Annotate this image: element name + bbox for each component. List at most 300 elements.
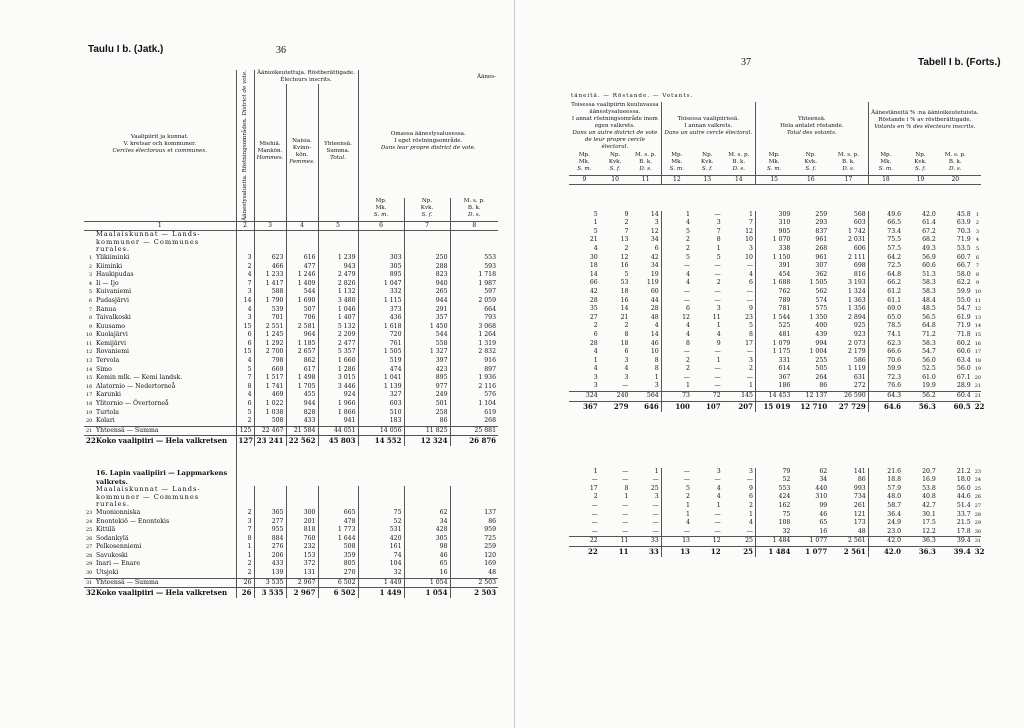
commune-name: Kittilä <box>94 526 236 535</box>
value-cell: — <box>630 502 661 511</box>
value-cell: 2 179 <box>829 348 868 357</box>
value-cell: 46 <box>819 510 828 518</box>
value-cell: 13 <box>661 537 692 547</box>
colnum-6: 6 <box>358 221 404 231</box>
voters-women-cell: 964 <box>286 331 318 340</box>
colnum-9: 9 <box>569 175 600 185</box>
voted-own-women-cell: 12 324 <box>404 436 450 447</box>
value-cell: — <box>723 262 756 271</box>
voters-total-cell: 2 479 <box>318 271 358 280</box>
voters-men-cell: 955 <box>254 526 286 535</box>
value-cell: 65 <box>819 519 828 527</box>
districts-cell: 4 <box>236 306 254 315</box>
districts-header-sv: Röstningsområden. <box>241 117 248 173</box>
value-cell: 837 <box>815 227 828 235</box>
value-cell: 44 <box>630 297 661 306</box>
value-cell: 1 <box>723 382 756 391</box>
districts-cell: 8 <box>236 383 254 392</box>
voted-own-total-cell: 268 <box>484 417 497 425</box>
voted-own-men-cell: 14 056 <box>358 426 404 436</box>
voted-own-total-cell: 593 <box>484 262 497 270</box>
row-number: 22 <box>86 436 96 446</box>
value-cell: 1 <box>593 356 598 364</box>
commune-name: Rovaniemi <box>94 348 236 357</box>
voters-women-cell: 300 <box>286 509 318 518</box>
value-cell: 19 <box>630 271 661 280</box>
row-number: 21 <box>974 383 982 390</box>
voters-women-cell: 1 409 <box>286 280 318 289</box>
value-cell: 553 <box>778 484 791 492</box>
value-cell: 562 <box>815 287 828 295</box>
colnum-14: 14 <box>723 175 756 185</box>
value-cell: — <box>622 476 629 484</box>
voted-own-men-cell: 1 115 <box>358 297 404 306</box>
table-row <box>84 331 498 340</box>
value-cell: 62 <box>819 467 828 475</box>
value-cell: 75.5 <box>887 236 902 244</box>
np-label: Np. <box>805 152 816 159</box>
value-cell: 5 <box>624 270 629 278</box>
value-cell: 34 <box>819 476 828 484</box>
row-number: 17 <box>974 349 982 356</box>
value-cell: 61.2 <box>887 287 902 295</box>
value-cell: 9 <box>716 339 721 347</box>
districts-header <box>236 70 254 221</box>
row-number: 16 <box>86 383 93 390</box>
voted-own-men-cell: 303 <box>358 254 404 263</box>
table-row <box>569 271 981 280</box>
voters-women-cell: 1 185 <box>286 340 318 349</box>
value-cell: — <box>714 382 721 390</box>
voters-men-cell: 469 <box>254 391 286 400</box>
voters-men-cell: 276 <box>254 543 286 552</box>
total-votants-header <box>755 102 868 151</box>
value-cell: 53 <box>620 279 629 287</box>
value-cell: 1 079 <box>772 339 791 347</box>
value-cell: 56.2 <box>903 392 938 402</box>
bk-label: B. k. <box>948 159 962 166</box>
colnum-4: 4 <box>286 221 318 231</box>
commune-name: Utsjoki <box>94 569 236 578</box>
value-cell: 59.9 <box>956 287 971 295</box>
value-cell: 6 <box>723 279 756 288</box>
value-cell: 8 <box>630 365 661 374</box>
value-cell: 56.9 <box>922 253 936 261</box>
row-number: 6 <box>975 254 979 261</box>
value-cell: 2 073 <box>829 340 868 349</box>
row-number: 26 <box>86 535 93 542</box>
value-cell: 48 <box>630 314 661 323</box>
value-cell: 30 <box>589 253 598 261</box>
voters-women-cell: 1 705 <box>286 383 318 392</box>
other-district-header <box>569 102 661 151</box>
voted-own-men-cell: 1 449 <box>358 578 404 588</box>
value-cell: 3 193 <box>829 279 868 288</box>
districts-cell: 6 <box>236 331 254 340</box>
value-cell: 1 070 <box>772 236 791 244</box>
voted-own-men-cell: 74 <box>358 552 404 561</box>
row-number: 4 <box>975 237 979 244</box>
value-cell: 1 <box>716 356 721 364</box>
voted-own-total-cell: 2 116 <box>478 382 497 390</box>
value-cell: — <box>714 287 721 295</box>
voters-women-cell: 818 <box>286 526 318 535</box>
commune-name: Kuivaniemi <box>94 288 236 297</box>
value-cell: 33.7 <box>956 510 971 518</box>
bk-label: B. k. <box>842 159 855 166</box>
voters-men-cell: 884 <box>254 535 286 544</box>
sm-label: S. m. <box>878 166 894 173</box>
spacer <box>84 446 498 486</box>
voters-women-cell: 617 <box>286 366 318 375</box>
colnum-11: 11 <box>630 175 661 185</box>
value-cell: 3 <box>723 468 756 477</box>
voters-total-cell: 5 132 <box>318 323 358 332</box>
value-cell: 56.5 <box>922 313 936 321</box>
np-label: Np. <box>702 152 713 159</box>
commune-name: Yhteensä — Summa <box>94 426 236 436</box>
row-number: 25 <box>974 485 982 492</box>
districts-cell: 7 <box>236 280 254 289</box>
voters-women-cell: 760 <box>286 535 318 544</box>
districts-cell: 2 <box>236 417 254 426</box>
value-cell: 100 <box>661 401 692 412</box>
mk-label: Mk. <box>578 159 590 166</box>
value-cell: 57.5 <box>887 244 902 252</box>
right-header-title: Tabell I b. (Forts.) <box>918 57 1001 68</box>
value-cell: 272 <box>829 382 868 391</box>
value-cell: 107 <box>692 401 723 412</box>
row-number: 10 <box>974 288 982 295</box>
value-cell: 72.3 <box>887 373 902 381</box>
value-cell: 56.0 <box>956 365 971 373</box>
value-cell: — <box>683 373 690 381</box>
value-cell: — <box>683 287 690 295</box>
commune-name: Enontekiö — Enontekis <box>94 518 236 527</box>
voted-own-women-cell: 265 <box>404 288 450 297</box>
value-cell: 1 742 <box>829 228 868 237</box>
districts-cell: 3 <box>236 254 254 263</box>
districts-cell: 26 <box>236 578 254 588</box>
value-cell: 58.7 <box>887 502 902 510</box>
voted-own-women-cell: 895 <box>404 374 450 383</box>
value-cell: 1 <box>723 211 756 220</box>
value-cell: 67.2 <box>922 227 936 235</box>
voters-men-cell: 1 417 <box>254 280 286 289</box>
value-cell: 18 <box>620 339 629 347</box>
table-row <box>84 271 498 280</box>
value-cell: 5 <box>686 227 690 235</box>
mk-label: Mk. <box>768 159 780 166</box>
table-row <box>569 211 981 220</box>
table-row <box>84 526 498 535</box>
value-cell: 525 <box>778 322 791 330</box>
value-cell: 64.3 <box>868 392 903 402</box>
own-header-fr: Dans leur propre district de vote. <box>380 144 476 151</box>
value-cell: 61.9 <box>956 313 971 321</box>
voters-men-cell: 669 <box>254 366 286 375</box>
voted-own-men-cell: 32 <box>358 569 404 578</box>
voters-women-cell: 1 498 <box>286 374 318 383</box>
right-subheader-np <box>600 151 631 175</box>
table-row <box>84 543 498 552</box>
value-cell: 30.1 <box>922 510 936 518</box>
voted-own-men-cell: 420 <box>358 535 404 544</box>
voters-men-cell: 139 <box>254 569 286 578</box>
row-number: 1 <box>88 254 92 261</box>
value-cell: 338 <box>778 244 791 252</box>
value-cell: 71.9 <box>956 236 971 244</box>
value-cell: 9 <box>723 485 756 494</box>
grand-total-row <box>84 436 498 447</box>
value-cell: 11 <box>600 547 631 558</box>
value-cell: 4 <box>686 279 690 287</box>
districts-cell: 3 <box>236 314 254 323</box>
voted-own-women-cell: 428 <box>404 526 450 535</box>
voted-own-total-cell: 1 718 <box>478 271 497 279</box>
total-header-fi: Yhteensä. <box>324 141 352 148</box>
voted-own-women-cell: 11 825 <box>404 426 450 436</box>
value-cell: 2 894 <box>829 314 868 323</box>
table-row <box>569 297 981 306</box>
value-cell: 108 <box>778 519 791 527</box>
value-cell: 12 <box>692 537 723 547</box>
voters-men-cell: 3 535 <box>254 588 286 599</box>
voted-own-men-cell: 761 <box>358 340 404 349</box>
table-row <box>84 569 498 578</box>
value-cell: — <box>723 476 756 485</box>
voted-own-total-cell: 2 503 <box>450 588 498 599</box>
table-row <box>569 262 981 271</box>
districts-cell: 5 <box>236 409 254 418</box>
male-header-fi: Miehiä. <box>259 141 281 148</box>
value-cell: 994 <box>815 339 828 347</box>
area-header-fi: Vaalipiirit ja kunnat. <box>130 134 189 141</box>
left-page-number: 36 <box>276 45 286 56</box>
value-cell: 3 <box>716 219 721 227</box>
value-cell: 14 <box>630 211 661 220</box>
value-cell: 16 <box>620 262 629 270</box>
value-cell: — <box>622 510 629 518</box>
districts-cell: 8 <box>236 535 254 544</box>
table-row <box>84 374 498 383</box>
commune-name: Kemin mlk. — Kemi landsk. <box>94 374 236 383</box>
value-cell: 60.7 <box>956 253 971 261</box>
otherc-header-fr: Dans un autre cercle électoral. <box>664 130 753 136</box>
value-cell: — <box>714 476 721 484</box>
left-rows-section2 <box>84 509 498 578</box>
row-number: 8 <box>88 315 92 322</box>
value-cell: 10 <box>630 348 661 357</box>
row-number: 31 <box>973 537 981 547</box>
voted-own-total-cell: 48 <box>488 569 497 577</box>
districts-cell: 6 <box>236 340 254 349</box>
voters-women-cell: 862 <box>286 357 318 366</box>
msp-label: M. s. p. <box>944 152 966 159</box>
value-cell: 6 <box>593 330 598 338</box>
voted-own-men-cell: 161 <box>358 543 404 552</box>
value-cell: 3 <box>630 493 661 502</box>
commune-name: Koko vaalipiiri — Hela valkretsen <box>94 588 236 599</box>
voters-header: Äänioikeutettuja. Röstberättigade. Électeurs inscrits. <box>254 70 358 84</box>
value-cell: 162 <box>778 502 791 510</box>
voters-total-cell: 3 015 <box>318 374 358 383</box>
otherc-header-fi: Toisessa vaalipiirissä. <box>677 116 740 122</box>
value-cell: 631 <box>829 374 868 383</box>
msp-label: M. s. p. <box>635 152 657 159</box>
value-cell: 4 <box>624 365 629 373</box>
voted-own-total-cell: 793 <box>484 314 497 322</box>
value-cell: 207 <box>723 401 756 412</box>
value-cell: 49.6 <box>887 210 902 218</box>
value-cell: 12 137 <box>792 392 829 402</box>
value-cell: — <box>591 476 598 484</box>
value-cell: — <box>622 519 629 527</box>
value-cell: 9 <box>624 210 629 218</box>
value-cell: 1 484 <box>755 547 792 558</box>
voters-women-cell: 131 <box>286 569 318 578</box>
value-cell: 3 <box>593 382 598 390</box>
voters-total-cell: 805 <box>318 560 358 569</box>
commune-name: Ylikiiminki <box>94 254 236 263</box>
row-number: 18 <box>974 357 982 364</box>
value-cell: 34 <box>630 262 661 271</box>
value-cell: 54.7 <box>922 348 936 356</box>
commune-name: Alatornio — Nedertorneå <box>94 383 236 392</box>
value-cell: 72 <box>692 392 723 402</box>
value-cell: 307 <box>815 262 828 270</box>
row-number: 30 <box>86 570 93 577</box>
female-header-fi: Naisia. <box>292 137 312 144</box>
value-cell: 1 <box>686 382 690 390</box>
value-cell: 71.8 <box>956 330 971 338</box>
value-cell: 2 <box>723 365 756 374</box>
value-cell: 67.1 <box>956 373 971 381</box>
commune-name: Karunki <box>94 391 236 400</box>
row-number: 29 <box>974 520 982 527</box>
voted-own-women-cell: 558 <box>404 340 450 349</box>
voted-own-men-cell: 52 <box>358 518 404 527</box>
value-cell: 27 729 <box>829 401 868 412</box>
row-number: 13 <box>86 358 93 365</box>
commune-name: Simo <box>94 366 236 375</box>
voted-own-men-cell: 1 618 <box>358 323 404 332</box>
voters-total-cell: 1 286 <box>318 366 358 375</box>
voters-women-cell: 455 <box>286 391 318 400</box>
value-cell: 42 <box>589 287 598 295</box>
value-cell: 60.6 <box>922 262 936 270</box>
value-cell: 2 <box>593 493 598 501</box>
voted-own-total-cell: 897 <box>484 365 497 373</box>
value-cell: 23 <box>723 314 756 323</box>
value-cell: 564 <box>630 392 661 402</box>
value-cell: — <box>591 519 598 527</box>
table-row <box>84 288 498 297</box>
voted-own-total-cell: 725 <box>484 534 497 542</box>
area-header-sv: V. kretsar och kommuner. <box>123 141 196 148</box>
value-cell: 2 <box>686 236 690 244</box>
commune-name: Inari — Enare <box>94 560 236 569</box>
voters-total-cell: 1 660 <box>318 357 358 366</box>
value-cell: 424 <box>778 493 791 501</box>
value-cell: 99 <box>819 502 828 510</box>
area-header-fr: Cercles électoraux et communes. <box>112 148 207 155</box>
districts-cell: 2 <box>236 509 254 518</box>
colnum-10: 10 <box>600 175 631 185</box>
value-cell: — <box>723 348 756 357</box>
voters-total-cell: 508 <box>318 543 358 552</box>
value-cell: 64.2 <box>887 253 902 261</box>
value-cell: 816 <box>829 271 868 280</box>
colnum-8: 8 <box>450 221 498 231</box>
voted-own-women-cell: 34 <box>404 518 450 527</box>
voted-own-total-cell: 25 881 <box>450 426 498 436</box>
voted-own-total-cell: 664 <box>484 305 497 313</box>
table-row <box>84 535 498 544</box>
voted-own-women-cell: 62 <box>404 509 450 518</box>
value-cell: — <box>714 373 721 381</box>
voted-own-total-cell: 1 936 <box>478 374 497 382</box>
left-statistics-table <box>84 70 498 598</box>
value-cell: — <box>683 296 690 304</box>
voters-total-cell: 270 <box>318 569 358 578</box>
table-row <box>569 493 981 502</box>
voted-own-men-cell: 373 <box>358 306 404 315</box>
table-row <box>84 409 498 418</box>
value-cell: 42.0 <box>868 537 903 547</box>
mp-label: Mp. <box>578 152 590 159</box>
value-cell: 2 <box>624 322 629 330</box>
row-number: 5 <box>975 245 979 252</box>
districts-cell: 3 <box>236 288 254 297</box>
districts-cell: 7 <box>236 526 254 535</box>
value-cell: — <box>714 270 721 278</box>
row-number: 31 <box>84 578 94 588</box>
own-header-sv: I eget röstningsområde. <box>394 137 463 144</box>
value-cell: 1 484 <box>755 537 792 547</box>
value-cell: 367 <box>569 401 600 412</box>
total-header <box>318 84 358 219</box>
other-header-fi: Toisessa vaalipiirin kuuluvassa äänestysalueessa. <box>571 102 659 115</box>
table-row <box>84 357 498 366</box>
value-cell: — <box>714 296 721 304</box>
voted-own-total-cell: 576 <box>484 391 497 399</box>
voted-own-men-cell: 474 <box>358 366 404 375</box>
value-cell: 141 <box>829 468 868 477</box>
value-cell: 614 <box>778 365 791 373</box>
row-number: 23 <box>86 509 93 516</box>
total-row <box>84 426 498 436</box>
value-cell: 14 <box>620 305 629 313</box>
value-cell: 64.8 <box>887 270 902 278</box>
value-cell: 17 <box>589 484 598 492</box>
table-row <box>84 263 498 272</box>
voted-own-women-cell: 423 <box>404 366 450 375</box>
value-cell: 34 <box>630 236 661 245</box>
value-cell: 240 <box>600 392 631 402</box>
value-cell: 33 <box>630 537 661 547</box>
right-subheader-msp <box>938 151 973 175</box>
value-cell: 367 <box>778 373 791 381</box>
value-cell: 17 <box>723 340 756 349</box>
value-cell: 8 <box>624 330 629 338</box>
value-cell: 13 <box>620 236 629 244</box>
value-cell: 71.9 <box>956 322 971 330</box>
table-row <box>84 509 498 518</box>
value-cell: 28 <box>589 296 598 304</box>
table-row <box>569 331 981 340</box>
commune-name: Savukoski <box>94 552 236 561</box>
